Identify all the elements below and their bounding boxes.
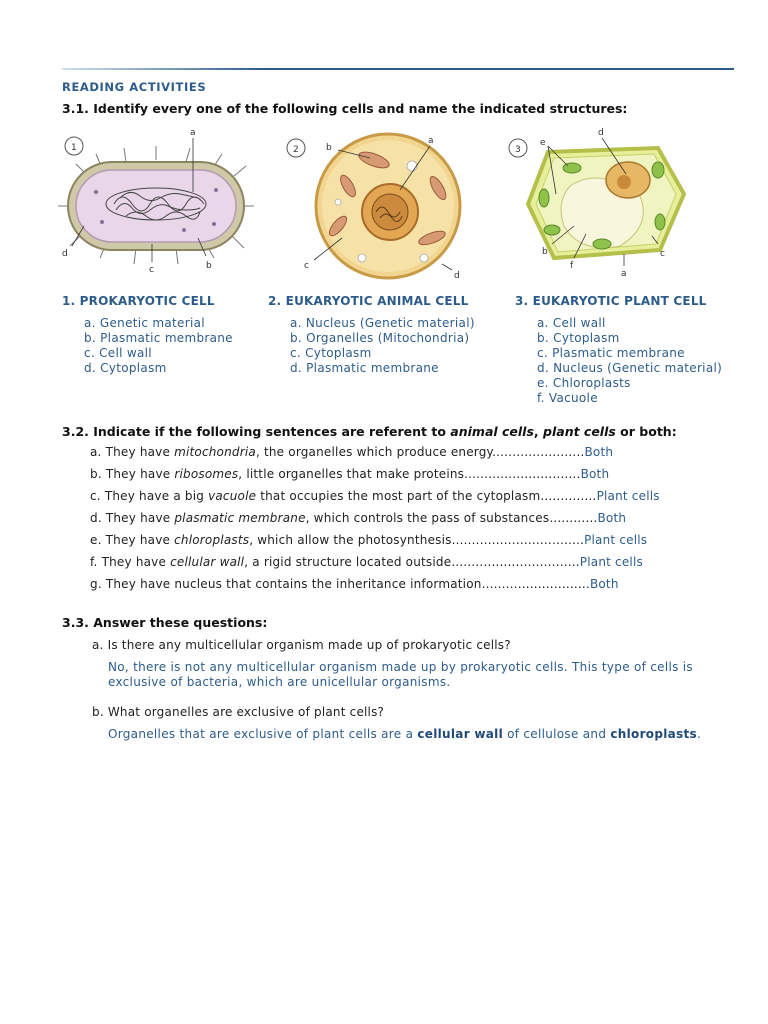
sentence-term: plasmatic membrane — [174, 511, 306, 525]
sentence-row — [90, 532, 660, 554]
animal-cell-title: 2. EUKARYOTIC ANIMAL CELL — [268, 294, 469, 308]
list-item: f. Vacuole — [537, 391, 598, 405]
q32-suffix: or both: — [615, 424, 677, 439]
prokaryotic-cell-figure — [56, 126, 256, 278]
answer-b-text: of cellulose and — [503, 727, 611, 741]
list-item: b. Organelles (Mitochondria) — [290, 331, 470, 345]
fig2-number: 2 — [293, 145, 299, 155]
list-item: c. Cell wall — [84, 346, 152, 360]
answer-a — [108, 660, 693, 690]
fig2-label-c: c — [304, 261, 309, 271]
fig2-label-a: a — [428, 136, 434, 146]
plant-cell-title: 3. EUKARYOTIC PLANT CELL — [515, 294, 707, 308]
fig1-label-a: a — [190, 128, 196, 138]
list-item: a. Genetic material — [84, 316, 205, 330]
q32-prefix: 3.2. Indicate if the following sentences are referent to — [62, 424, 451, 439]
answer-b-term: cellular wall — [417, 727, 503, 741]
sentence-answer: Both — [597, 511, 627, 525]
sentence-term: chloroplasts — [174, 533, 250, 547]
animal-cell-figure — [282, 126, 472, 284]
sentence-text: b. They have — [90, 467, 175, 481]
answer-b-text: Organelles that are exclusive of plant cells are a — [108, 727, 418, 741]
sentence-row — [90, 466, 660, 488]
fig1-label-b: b — [206, 261, 212, 271]
section-label: READING ACTIVITIES — [62, 80, 207, 94]
sentence-text: g. They have nucleus that contains the inheritance information — [90, 577, 482, 591]
sentence-text: , which allow the photosynthesis................................. — [249, 533, 585, 547]
list-item: c. Plasmatic membrane — [537, 346, 685, 360]
sentence-answer: Plant cells — [584, 533, 648, 547]
answer-a-line1: No, there is not any multicellular organism made up by prokaryotic cells. This type of cells is — [108, 660, 693, 674]
fig2-label-b: b — [326, 143, 332, 153]
fig3-label-f: f — [570, 261, 574, 271]
sentence-text: e. They have — [90, 533, 175, 547]
fig3-label-e: e — [540, 138, 546, 148]
plant-cell-figure — [508, 126, 688, 282]
fig3-label-c: c — [660, 249, 665, 259]
sentence-term: mitochondria — [174, 445, 256, 459]
fig2-label-d: d — [454, 271, 460, 281]
fig3-label-a: a — [621, 269, 627, 279]
sentence-term: vacuole — [208, 489, 257, 503]
answer-b-text: . — [696, 727, 702, 741]
list-item: d. Cytoplasm — [84, 361, 167, 375]
sentence-answer: Plant cells — [596, 489, 660, 503]
list-item: c. Cytoplasm — [290, 346, 372, 360]
fig3-number: 3 — [515, 145, 521, 155]
sentence-text: , little organelles that make proteins............................. — [238, 467, 581, 481]
question-b: b. What organelles are exclusive of plant cells? — [92, 705, 385, 719]
sentence-text: c. They have a big — [90, 489, 209, 503]
list-item: a. Nucleus (Genetic material) — [290, 316, 475, 330]
header-rule — [62, 68, 734, 70]
fig1-label-d: d — [62, 249, 68, 259]
question-a: a. Is there any multicellular organism made up of prokaryotic cells? — [92, 638, 511, 652]
fig3-label-b: b — [542, 247, 548, 257]
fig3-label-d: d — [598, 128, 604, 138]
sentence-text: d. They have — [90, 511, 175, 525]
list-item: b. Plasmatic membrane — [84, 331, 233, 345]
sentence-row — [90, 554, 660, 576]
list-item: d. Plasmatic membrane — [290, 361, 439, 375]
plant-structure-list — [537, 316, 722, 406]
fig1-label-c: c — [149, 265, 154, 275]
answer-b — [108, 727, 701, 742]
q32-animal: animal cells — [450, 424, 534, 439]
sentence-text: a. They have — [90, 445, 175, 459]
sentence-text: that occupies the most part of the cytoplasm.............. — [256, 489, 597, 503]
question-3-3-heading: 3.3. Answer these questions: — [62, 615, 268, 630]
question-3-1-heading: 3.1. Identify every one of the following cells and name the indicated structures: — [62, 101, 628, 116]
list-item: b. Cytoplasm — [537, 331, 620, 345]
answer-b-term: chloroplasts — [610, 727, 697, 741]
sentence-text: , which controls the pass of substances............ — [305, 511, 598, 525]
sentence-term: cellular wall — [170, 555, 245, 569]
sentence-answer: Both — [584, 445, 614, 459]
prokaryotic-structure-list — [84, 316, 233, 376]
sentence-list — [90, 444, 660, 598]
q32-plant: plant cells — [543, 424, 616, 439]
sentence-row — [90, 488, 660, 510]
sentence-row — [90, 576, 660, 598]
sentence-text: f. They have — [90, 555, 171, 569]
fig1-number: 1 — [71, 143, 77, 153]
sentence-row — [90, 444, 660, 466]
animal-structure-list — [290, 316, 475, 376]
sentence-text: , a rigid structure located outside................................ — [244, 555, 580, 569]
sentence-text: ........................... — [481, 577, 590, 591]
sentence-answer: Both — [589, 577, 619, 591]
prokaryotic-cell-title: 1. PROKARYOTIC CELL — [62, 294, 215, 308]
sentence-answer: Both — [580, 467, 610, 481]
question-3-2-heading — [62, 424, 677, 439]
sentence-answer: Plant cells — [579, 555, 643, 569]
sentence-text: , the organelles which produce energy....................... — [255, 445, 585, 459]
sentence-term: ribosomes — [174, 467, 239, 481]
answer-a-line2: exclusive of bacteria, which are unicellular organisms. — [108, 675, 451, 689]
list-item: a. Cell wall — [537, 316, 606, 330]
q32-comma: , — [533, 424, 544, 439]
list-item: d. Nucleus (Genetic material) — [537, 361, 723, 375]
list-item: e. Chloroplasts — [537, 376, 631, 390]
sentence-row — [90, 510, 660, 532]
